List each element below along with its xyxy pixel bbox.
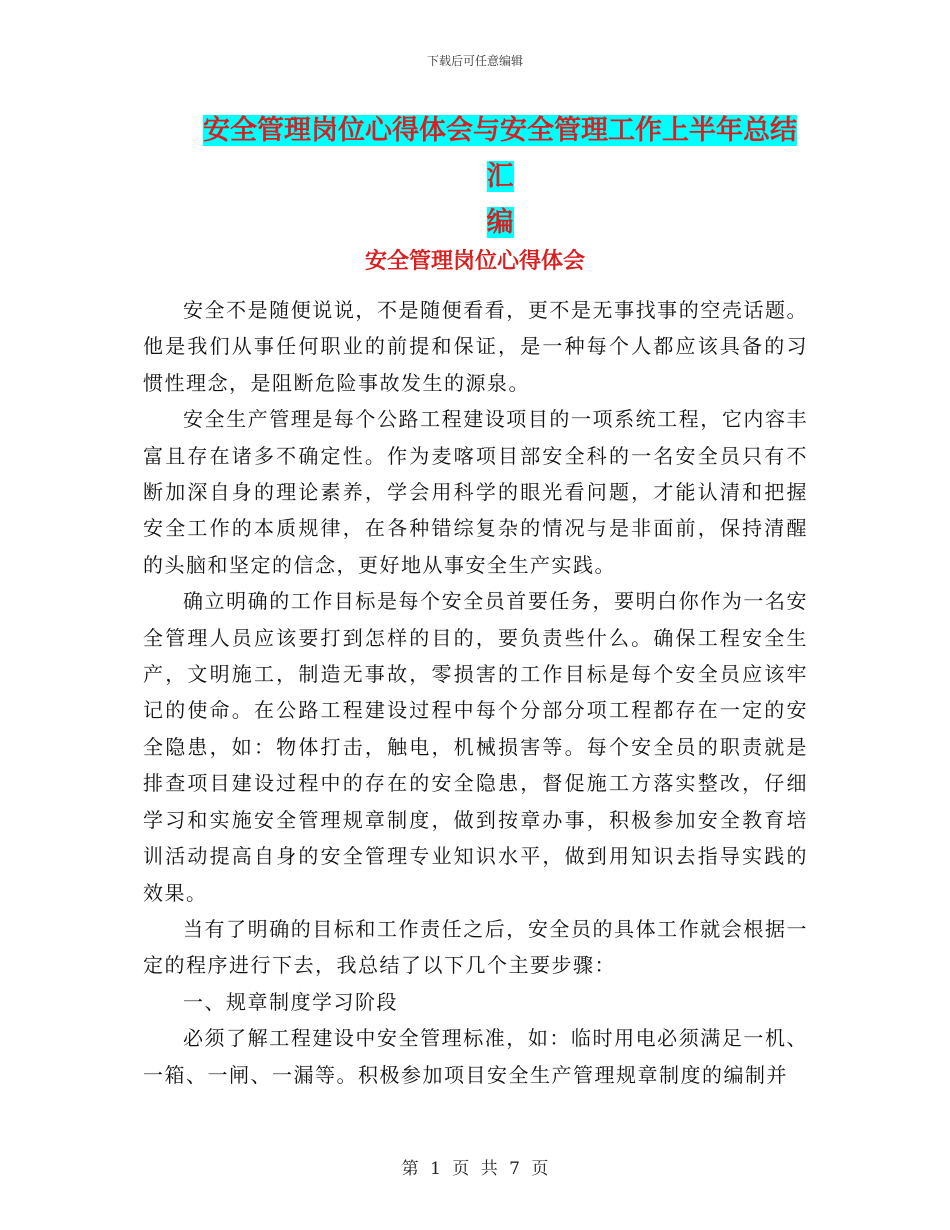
header-note: 下载后可任意编辑 <box>426 54 523 68</box>
body-text <box>143 292 808 1093</box>
page-number-footer: 第 1 页 共 7 页 <box>401 1159 549 1179</box>
subheading: 一、规章制度学习阶段 <box>183 989 398 1014</box>
document-title <box>190 108 810 246</box>
paragraph: 安全不是随便说说，不是随便看看，更不是无事找事的空壳话题。他是我们从事任何职业的前提和保证，是一种每个人都应该具备的习惯性理念，是阻断危险事故发生的源泉。 <box>143 298 808 395</box>
paragraph: 当有了明确的目标和工作责任之后，安全员的具体工作就会根据一定的程序进行下去，我总结了以下几个主要步骤： <box>143 916 808 978</box>
document-title-line-1: 安全管理岗位心得体会与安全管理工作上半年总结汇 <box>203 115 797 192</box>
section-title: 安全管理岗位心得体会 <box>364 248 585 274</box>
paragraph: 安全生产管理是每个公路工程建设项目的一项系统工程，它内容丰富且存在诸多不确定性。作为麦喀项目部安全科的一名安全员只有不断加深自身的理论素养，学会用科学的眼光看问题，才能认清和把握安全工作的本质规律，在各种错综复杂的情况与是非面前，保持清醒的头脑和坚定的信念，更好地从事安全生产实践。 <box>143 407 808 577</box>
paragraph: 必须了解工程建设中安全管理标准，如：临时用电必须满足一机、一箱、一闸、一漏等。积极参加项目安全生产管理规章制度的编制并 <box>143 1026 808 1087</box>
paragraph: 确立明确的工作目标是每个安全员首要任务，要明白你作为一名安全管理人员应该要打到怎样的目的，要负责些什么。确保工程安全生产，文明施工，制造无事故，零损害的工作目标是每个安全员应该牢记的使命。在公路工程建设过程中每个分部分项工程都存在一定的安全隐患，如：物体打击，触电，机械损害等。每个安全员的职责就是排查项目建设过程中的存在的安全隐患，督促施工方落实整改，仔细学习和实施安全管理规章制度，做到按章办事，积极参加安全教育培训活动提高自身的安全管理专业知识水平，做到用知识去指导实践的效果。 <box>143 589 808 905</box>
document-title-line-2: 编 <box>486 207 514 238</box>
